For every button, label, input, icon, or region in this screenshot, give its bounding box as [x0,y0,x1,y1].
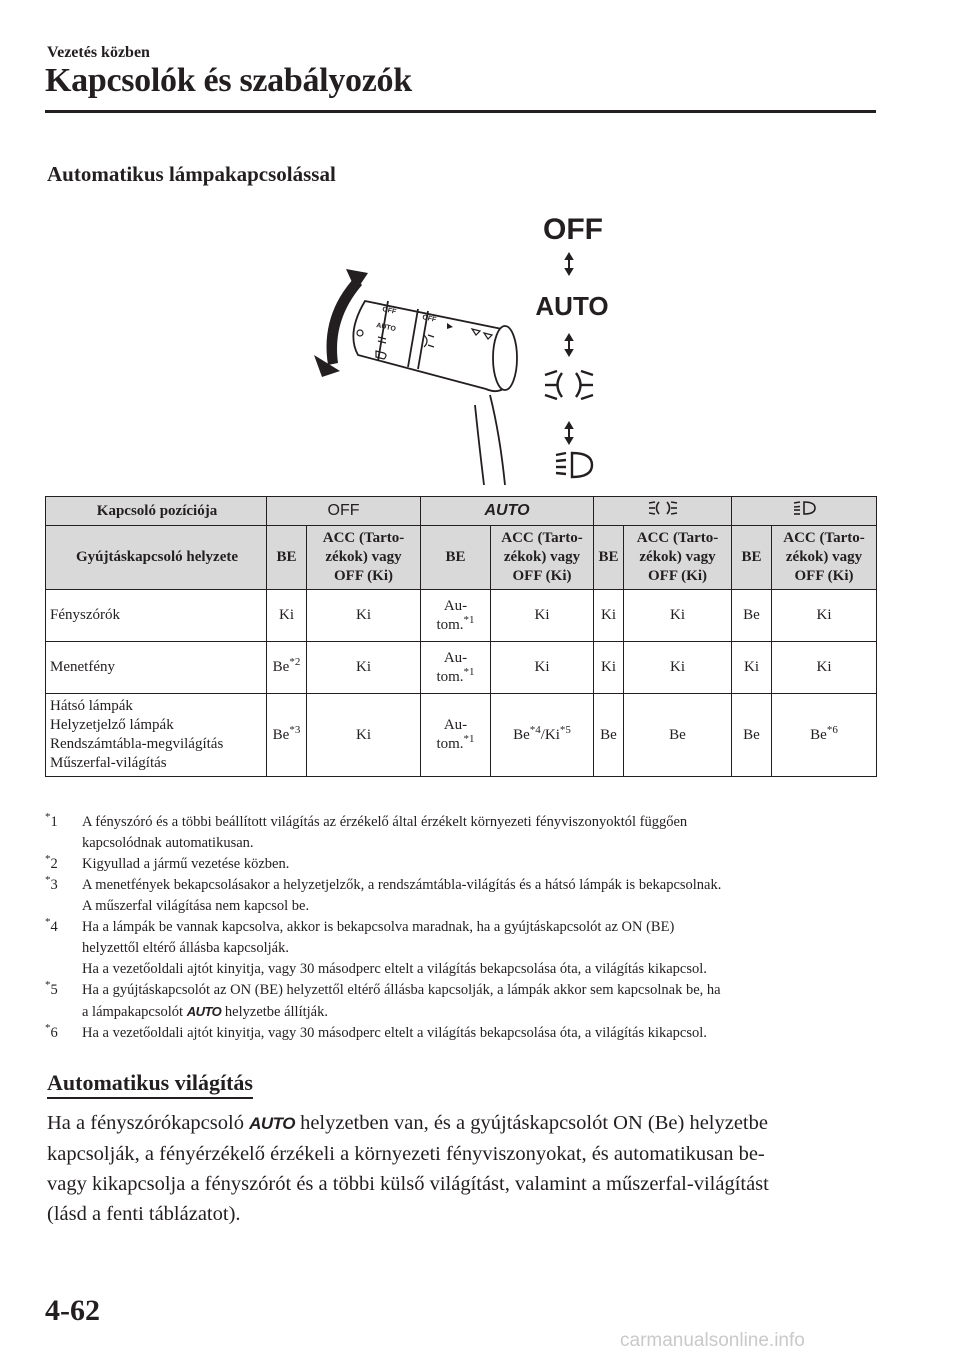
table-cell: Be$^{*2}$ [267,642,307,694]
auto-position-label: AUTO [186,1004,222,1019]
auto-position-label: AUTO [535,291,609,321]
table-header-cell: ACC (Tarto- zékok) vagy OFF (Ki) [772,526,877,590]
table-cell: Ki [594,590,624,642]
table-header-cell: BE [421,526,491,590]
footnote: *1 A fényszóró és a többi beállított világítás az érzékelő által érzékelt környezeti fényviszonyoktól függően kapcsolódnak automatikusan. [45,811,688,851]
table-cell: Ki [594,642,624,694]
headlight-icon [791,500,817,516]
table-row [46,590,877,642]
watermark: carmanualsonline.info [620,1330,805,1351]
table-header-cell: BE [594,526,624,590]
table-header-row [46,526,877,590]
title-divider [45,110,876,113]
table-cell: Ki [267,590,307,642]
page-title: Kapcsolók és szabályozók [45,62,412,99]
table-header-cell: Gyújtáskapcsoló helyzete [46,526,267,590]
auto-position-label: AUTO [484,502,530,519]
footnote-mark: *6 [45,1022,58,1041]
fog-off-label: OFF [421,314,437,324]
footnote: *2 Kigyullad a jármű vezetése közben. [45,854,885,875]
table-cell: Ki [307,590,421,642]
updown-arrow-icon [566,423,572,443]
switch-off-label: OFF [381,306,397,316]
table-cell: Au- tom.$^{*1}$ [421,642,491,694]
parking-light-icon [646,500,680,516]
table-header-row [46,497,877,526]
table-cell: Be$^{*3}$ [267,694,307,777]
switch-auto-label: AUTO [375,322,397,334]
footnote: *6 Ha a vezetőoldali ajtót kinyitja, vagy 30 másodperc eltelt a világítás bekapcsolása óta, a világítás kikapcsol. [45,1023,885,1044]
footnote-mark: *4 [45,916,58,935]
section-heading: Automatikus lámpakapcsolással [47,162,336,186]
table-header-cell: BE [267,526,307,590]
table-cell: Ki [772,590,877,642]
table-header-cell: ACC (Tarto- zékok) vagy OFF (Ki) [624,526,732,590]
table-cell: Menetfény [46,642,267,694]
table-header-cell [421,497,594,526]
table-header-cell: Kapcsoló pozíciója [46,497,267,526]
headlight-icon [556,453,592,477]
parking-light-icon [545,371,593,399]
off-position-label: OFF [327,502,360,519]
table-cell: Be [594,694,624,777]
table-header-cell: ACC (Tarto- zékok) vagy OFF (Ki) [307,526,421,590]
table-cell: Ki [307,642,421,694]
page-number: 4-62 [45,1294,100,1327]
footnote-mark: *3 [45,874,58,893]
subsection-heading: Automatikus világítás [47,1070,253,1099]
table-cell: Au- tom.$^{*1}$ [421,694,491,777]
table-cell: Ki [491,642,594,694]
table-cell: Ki [624,642,732,694]
footnote-mark: *2 [45,853,58,872]
table-cell: Ki [732,642,772,694]
footnote: *4 Ha a lámpák be vannak kapcsolva, akkor is bekapcsolva maradnak, ha a gyújtáskapcsolót az ON (BE) helyzettől eltérő állásba kapcsolják. Ha a vezetőoldali ajtót kinyitja, vagy 30 másodperc eltelt a világítás bekapcsolása óta, a világítás kikapcsol. [45,916,707,977]
table-row [46,694,877,777]
footnote-mark: *5 [45,979,58,998]
auto-position-label: AUTO [249,1114,295,1133]
table-cell: Ki [772,642,877,694]
light-mode-table [45,496,877,777]
table-cell: Ki [624,590,732,642]
table-cell: Ki [491,590,594,642]
updown-arrow-icon [566,254,572,274]
table-cell: Hátsó lámpák Helyzetjelző lámpák Rendszámtábla-megvilágítás Műszerfal-világítás [46,694,267,777]
updown-arrow-icon [566,335,572,355]
table-cell: Fényszórók [46,590,267,642]
off-position-label: OFF [543,213,603,246]
table-cell: Be$^{*6}$ [772,694,877,777]
footnote: *5 Ha a gyújtáskapcsolót az ON (BE) helyzettől eltérő állásba kapcsolják, a lámpák akkor sem kapcsolnak be, ha a lámpakapcsolót AUTO helyzetbe állítják. [45,979,721,1020]
table-header-cell [594,497,732,526]
table-header-cell [732,497,877,526]
table-row [46,642,877,694]
table-cell: Be [732,694,772,777]
chapter-label: Vezetés közben [47,44,150,61]
table-header-cell: ACC (Tarto- zékok) vagy OFF (Ki) [491,526,594,590]
headlight-switch-diagram [300,205,630,485]
footnote-mark: *1 [45,811,58,830]
body-paragraph: Ha a fényszórókapcsoló AUTO helyzetben van, és a gyújtáskapcsolót ON (Be) helyzetbe kapcsolják, a fényérzékelő érzékeli a környezeti fényviszonyokat, és automatikusan be- vagy kikapcsolja a fényszórót és a többi külső világítást, valamint a műszerfal-világítást (lásd a fenti táblázatot). [47,1112,769,1225]
table-header-cell: BE [732,526,772,590]
table-cell: Be [624,694,732,777]
table-cell: Be$^{*4}$/Ki$^{*5}$ [491,694,594,777]
table-cell: Au- tom.$^{*1}$ [421,590,491,642]
footnote: *3 A menetfények bekapcsolásakor a helyzetjelzők, a rendszámtábla-világítás és a hátsó lámpák is bekapcsolnak. A műszerfal világítása nem kapcsol be. [45,874,722,914]
table-cell: Ki [307,694,421,777]
table-cell: Be [732,590,772,642]
table-header-cell [267,497,421,526]
footnotes [45,812,885,1044]
